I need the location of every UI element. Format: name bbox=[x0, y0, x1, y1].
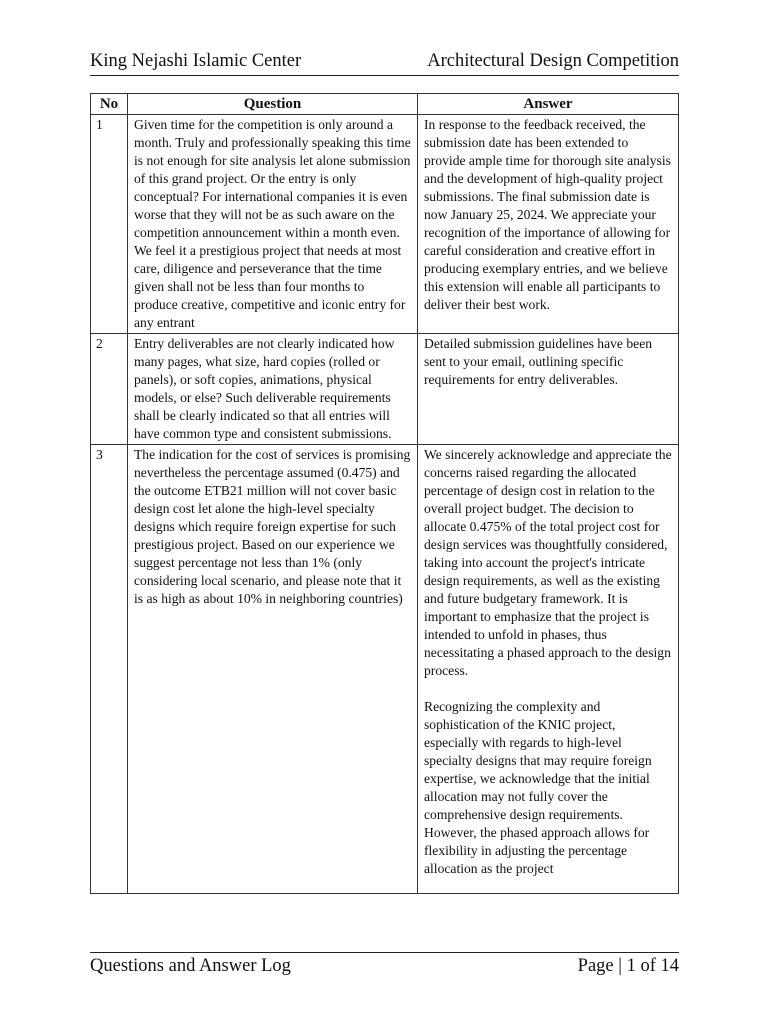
table-row bbox=[91, 445, 679, 894]
question-cell: Given time for the competition is only around a month. Truly and professionally speaking this time is not enough for site analysis let alone submission of this grand project. Or the entry is only conceptual? For international companies it is even worse that they will not be as such aware on the competition announcement within a month even. We feel it a prestigious project that needs at most care, diligence and perseverance that the time given shall not be less than four months to produce creative, competitive and iconic entry for any entrant bbox=[128, 115, 418, 334]
table-header-row bbox=[91, 94, 679, 115]
table-row bbox=[91, 334, 679, 445]
header-organization: King Nejashi Islamic Center bbox=[90, 51, 302, 71]
answer-paragraph: In response to the feedback received, the submission date has been extended to provide ample time for thorough site analysis and the development of high-quality project submissions. The final submission date is now January 25, 2024. We appreciate your recognition of the importance of allowing for careful consideration and creative effort in producing exemplary entries, and we believe this extension will enable all participants to deliver their best work. bbox=[424, 117, 671, 312]
question-cell: The indication for the cost of services is promising nevertheless the percentage assumed (0.475) and the outcome ETB21 million will not cover basic design cost let alone the high-level specialty designs which require foreign expertise for such prestigious project. Based on our experience we suggest percentage not less than 1% (only considering local scenario, and please note that it is as high as about 10% in neighboring countries) bbox=[128, 445, 418, 894]
answer-cell bbox=[418, 445, 679, 894]
footer-document-name: Questions and Answer Log bbox=[90, 956, 291, 976]
column-header-question: Question bbox=[128, 94, 418, 115]
column-header-no: No bbox=[91, 94, 128, 115]
answer-paragraph: Recognizing the complexity and sophistication of the KNIC project, especially with regards to high-level specialty designs that may require foreign expertise, we acknowledge that the initial allocation may not fully cover the comprehensive design requirements. However, the phased approach allows for flexibility in adjusting the percentage allocation as the project bbox=[424, 699, 652, 876]
page-footer bbox=[90, 952, 679, 977]
answer-paragraph: Detailed submission guidelines have been sent to your email, outlining specific requirements for entry deliverables. bbox=[424, 336, 653, 387]
header-document-title: Architectural Design Competition bbox=[427, 51, 679, 71]
footer-page-number: Page | 1 of 14 bbox=[577, 956, 679, 976]
page-header bbox=[90, 48, 679, 76]
answer-paragraph: We sincerely acknowledge and appreciate the concerns raised regarding the allocated percentage of design cost in relation to the overall project budget. The decision to allocate 0.475% of the total project cost for design services was thoughtfully considered, taking into account the project's intricate design requirements, as well as the existing and future budgetary framework. It is important to emphasize that the project is intended to unfold in phases, thus necessitating a phased approach to the design process. bbox=[424, 447, 672, 678]
answer-cell bbox=[418, 115, 679, 334]
answer-cell bbox=[418, 334, 679, 445]
column-header-answer: Answer bbox=[418, 94, 679, 115]
row-number: 1 bbox=[91, 115, 128, 334]
qa-table bbox=[90, 93, 679, 894]
row-number: 3 bbox=[91, 445, 128, 894]
table-row bbox=[91, 115, 679, 334]
question-cell: Entry deliverables are not clearly indicated how many pages, what size, hard copies (rolled or panels), or soft copies, animations, physical models, or else? Such deliverable requirements shall be clearly indicated so that all entries will have common type and consistent submissions. bbox=[128, 334, 418, 445]
row-number: 2 bbox=[91, 334, 128, 445]
